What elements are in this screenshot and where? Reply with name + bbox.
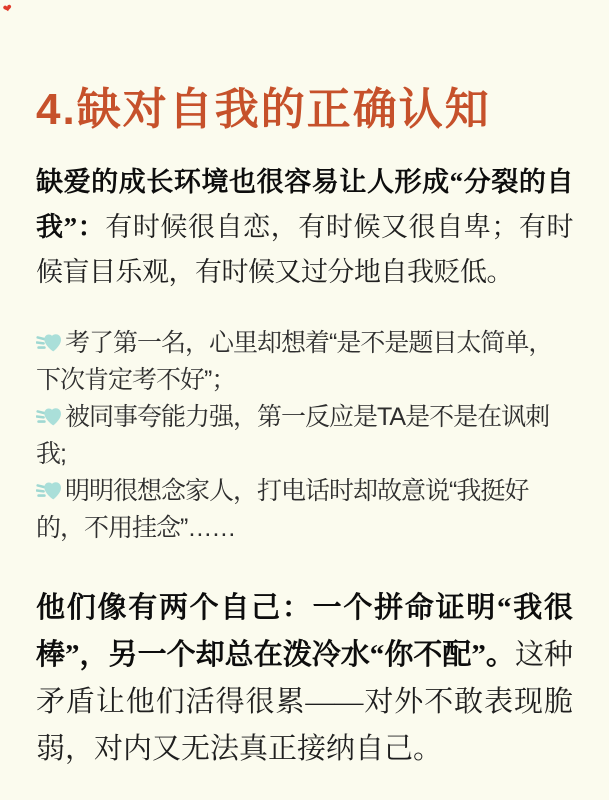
dashing-heart-icon: [36, 403, 63, 430]
list-item: [36, 325, 573, 399]
example-text: 考了第一名，心里却想着“是不是题目太简单，下次肯定考不好”；: [36, 329, 553, 394]
conclusion-bold-text: 他们像有两个自己：一个拼命证明“我很棒”，另一个却总在泼冷水“你不配”。: [36, 592, 573, 671]
dashing-heart-icon: [36, 477, 63, 504]
example-text: 明明很想念家人，打电话时却故意说“我挺好的，不用挂念”……: [36, 477, 529, 542]
conclusion-paragraph: [36, 585, 573, 773]
example-text: 被同事夸能力强，第一反应是TA是不是在讽刺我;: [36, 403, 550, 468]
list-item: [36, 473, 573, 547]
dashing-heart-icon: [36, 329, 63, 356]
corner-mark: ❤: [1, 2, 14, 17]
conclusion-regular-text: 这种矛盾让他们活得很累——对外不敢表现脆弱，对内又无法真正接纳自己。: [36, 639, 573, 765]
examples-list: [36, 325, 573, 547]
intro-paragraph: [36, 160, 573, 295]
intro-regular-text: 有时候很自恋，有时候又很自卑；有时候盲目乐观，有时候又过分地自我贬低。: [36, 212, 574, 287]
page-title: 4.缺对自我的正确认知: [36, 85, 491, 134]
list-item: [36, 399, 573, 473]
intro-bold-text: 缺爱的成长环境也很容易让人形成“分裂的自我”：: [36, 167, 573, 242]
